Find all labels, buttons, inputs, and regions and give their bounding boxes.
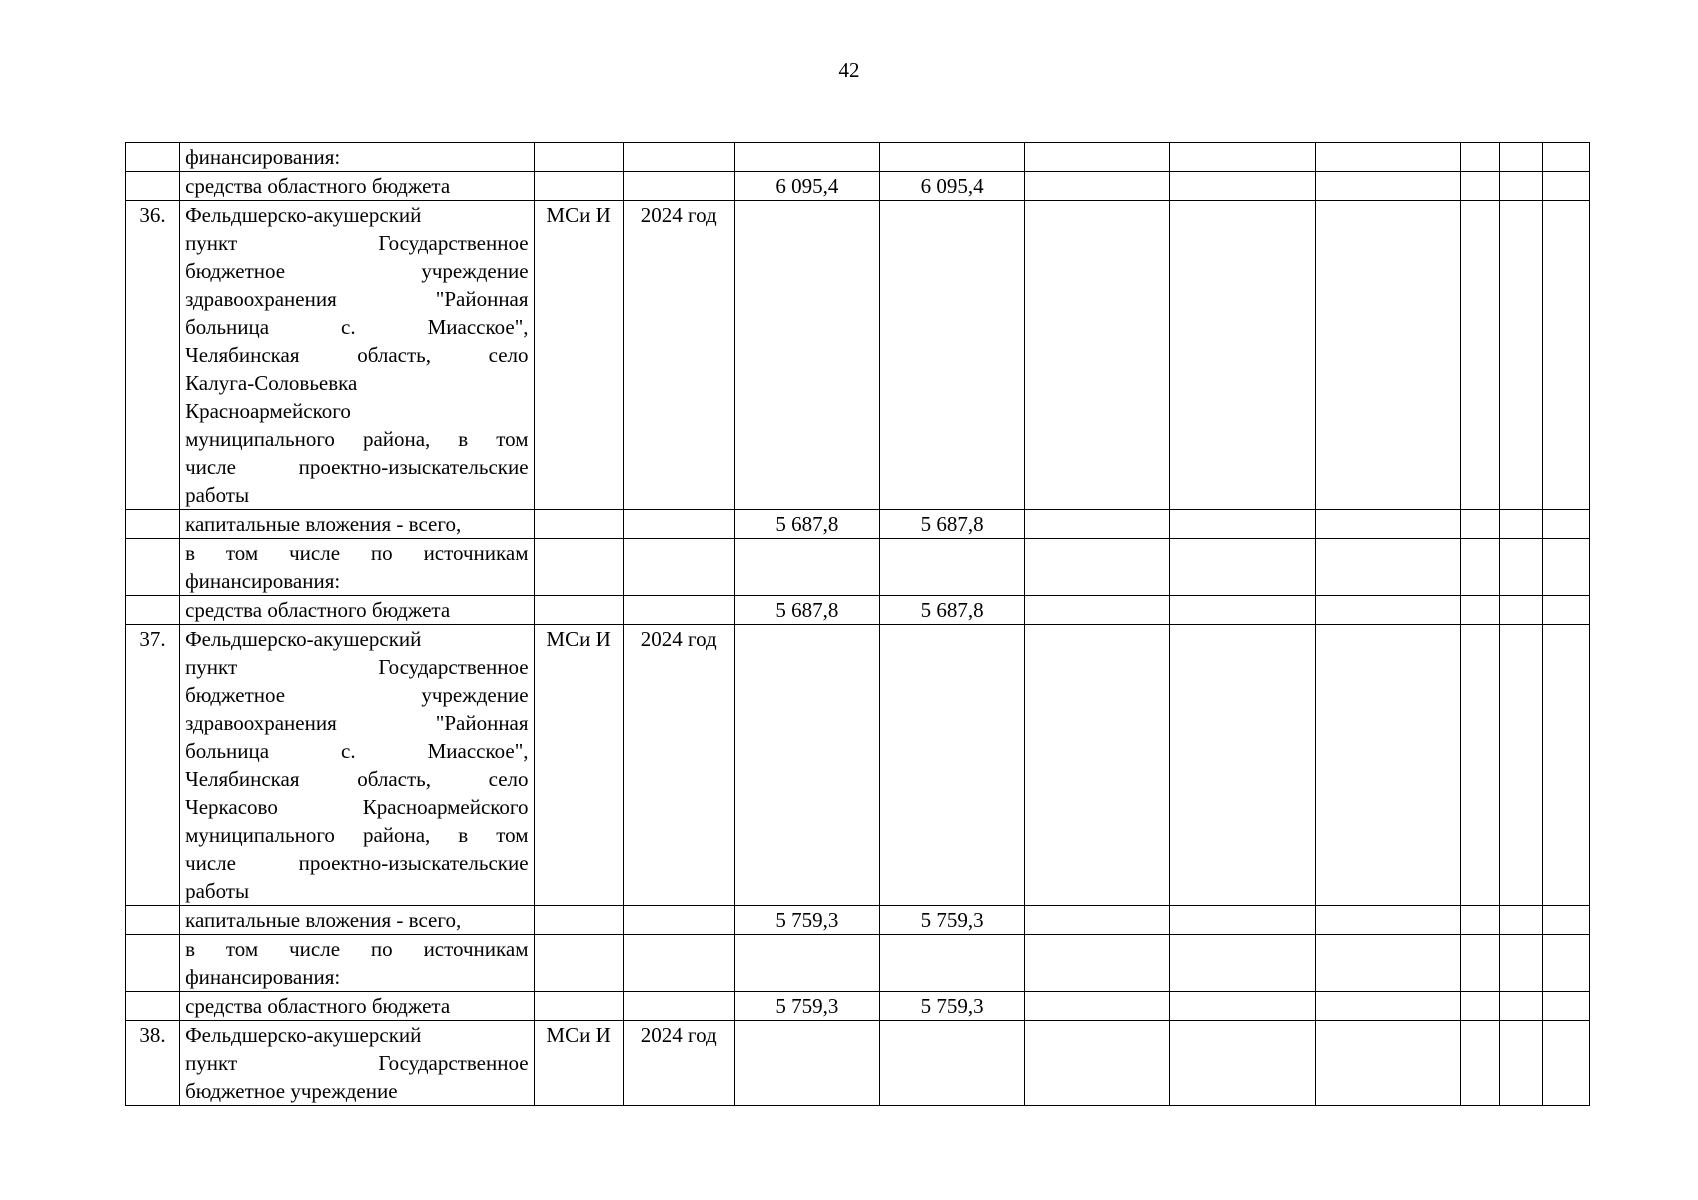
empty-amount-cell [1460, 143, 1499, 172]
amount-total-cell [734, 625, 879, 906]
empty-amount-cell [1542, 1021, 1589, 1106]
description-line: Челябинская область, село [185, 343, 529, 367]
description-cell [180, 1021, 534, 1106]
amount-total-cell: 5 759,3 [734, 906, 879, 935]
row-number-cell [126, 906, 180, 935]
description-line: пункт Государственное [185, 231, 529, 255]
empty-amount-cell [1460, 935, 1499, 992]
executor-cell [534, 935, 623, 992]
amount-year-cell [879, 143, 1024, 172]
empty-amount-cell [1170, 172, 1315, 201]
empty-amount-cell [1315, 625, 1460, 906]
empty-amount-cell [1170, 906, 1315, 935]
description-cell [180, 906, 534, 935]
empty-amount-cell [1499, 992, 1542, 1021]
table-row [126, 906, 1590, 935]
empty-amount-cell [1499, 201, 1542, 510]
amount-total-cell [734, 201, 879, 510]
empty-amount-cell [1499, 1021, 1542, 1106]
description-line: бюджетное учреждение [185, 683, 529, 707]
table-row-object [126, 1021, 1590, 1106]
empty-amount-cell [1460, 596, 1499, 625]
description-line: капитальные вложения - всего, [185, 908, 462, 932]
period-cell: 2024 год [623, 1021, 734, 1106]
empty-amount-cell [1460, 201, 1499, 510]
description-cell [180, 992, 534, 1021]
description-line: финансирования: [185, 965, 341, 989]
description-line: финансирования: [185, 569, 341, 593]
period-cell [623, 143, 734, 172]
empty-amount-cell [1542, 143, 1589, 172]
empty-amount-cell [1025, 172, 1170, 201]
description-line: Калуга-Соловьевка [185, 371, 358, 395]
empty-amount-cell [1025, 625, 1170, 906]
description-line: Черкасово Красноармейского [185, 795, 529, 819]
empty-amount-cell [1499, 596, 1542, 625]
executor-cell [534, 596, 623, 625]
amount-total-cell [734, 143, 879, 172]
empty-amount-cell [1170, 201, 1315, 510]
empty-amount-cell [1025, 992, 1170, 1021]
description-line: Фельдшерско-акушерский [185, 203, 422, 227]
empty-amount-cell [1315, 935, 1460, 992]
description-line: больница с. Миасское", [185, 315, 529, 339]
executor-cell [534, 510, 623, 539]
description-cell [180, 935, 534, 992]
description-line: числе проектно-изыскательские [185, 455, 529, 479]
period-cell: 2024 год [623, 201, 734, 510]
period-cell [623, 510, 734, 539]
description-line: муниципального района, в том [185, 427, 529, 451]
table-row [126, 596, 1590, 625]
amount-year-cell: 5 759,3 [879, 906, 1024, 935]
empty-amount-cell [1315, 201, 1460, 510]
empty-amount-cell [1499, 143, 1542, 172]
row-number-cell [126, 992, 180, 1021]
empty-amount-cell [1542, 201, 1589, 510]
empty-amount-cell [1499, 539, 1542, 596]
description-line: бюджетное учреждение [185, 259, 529, 283]
table-body [126, 143, 1590, 1106]
executor-cell [534, 992, 623, 1021]
period-cell [623, 992, 734, 1021]
description-line: работы [185, 879, 250, 903]
empty-amount-cell [1025, 1021, 1170, 1106]
row-number-cell [126, 143, 180, 172]
row-number-cell [126, 539, 180, 596]
table-row-object [126, 625, 1590, 906]
executor-cell: МСи И [534, 625, 623, 906]
amount-year-cell [879, 1021, 1024, 1106]
row-number-cell: 36. [126, 201, 180, 510]
description-line: работы [185, 483, 250, 507]
empty-amount-cell [1542, 992, 1589, 1021]
description-cell [180, 172, 534, 201]
description-cell [180, 201, 534, 510]
empty-amount-cell [1542, 906, 1589, 935]
amount-total-cell [734, 1021, 879, 1106]
empty-amount-cell [1315, 510, 1460, 539]
description-line: финансирования: [185, 145, 341, 169]
description-line: Челябинская область, село [185, 767, 529, 791]
row-number-cell [126, 510, 180, 539]
empty-amount-cell [1499, 906, 1542, 935]
description-cell [180, 510, 534, 539]
empty-amount-cell [1542, 596, 1589, 625]
table-row-object [126, 201, 1590, 510]
row-number-cell [126, 172, 180, 201]
empty-amount-cell [1025, 539, 1170, 596]
amount-year-cell: 5 759,3 [879, 992, 1024, 1021]
empty-amount-cell [1460, 906, 1499, 935]
period-cell: 2024 год [623, 625, 734, 906]
empty-amount-cell [1315, 992, 1460, 1021]
table-row [126, 992, 1590, 1021]
amount-year-cell: 5 687,8 [879, 510, 1024, 539]
empty-amount-cell [1499, 510, 1542, 539]
executor-cell: МСи И [534, 1021, 623, 1106]
description-line: Фельдшерско-акушерский [185, 627, 422, 651]
description-line: средства областного бюджета [185, 598, 451, 622]
description-line: Красноармейского [185, 399, 351, 423]
budget-table [125, 142, 1590, 1106]
table-row [126, 510, 1590, 539]
empty-amount-cell [1170, 596, 1315, 625]
period-cell [623, 596, 734, 625]
executor-cell [534, 906, 623, 935]
amount-year-cell [879, 625, 1024, 906]
empty-amount-cell [1542, 625, 1589, 906]
description-line: капитальные вложения - всего, [185, 512, 462, 536]
empty-amount-cell [1170, 1021, 1315, 1106]
amount-year-cell [879, 539, 1024, 596]
empty-amount-cell [1460, 625, 1499, 906]
empty-amount-cell [1542, 172, 1589, 201]
description-line: пункт Государственное [185, 1051, 529, 1075]
table-row [126, 935, 1590, 992]
empty-amount-cell [1460, 992, 1499, 1021]
amount-total-cell: 5 759,3 [734, 992, 879, 1021]
empty-amount-cell [1499, 935, 1542, 992]
period-cell [623, 539, 734, 596]
row-number-cell [126, 596, 180, 625]
amount-total-cell: 6 095,4 [734, 172, 879, 201]
table-row [126, 172, 1590, 201]
empty-amount-cell [1025, 906, 1170, 935]
empty-amount-cell [1170, 992, 1315, 1021]
description-line: средства областного бюджета [185, 174, 451, 198]
description-cell [180, 625, 534, 906]
description-cell [180, 143, 534, 172]
empty-amount-cell [1460, 1021, 1499, 1106]
empty-amount-cell [1025, 596, 1170, 625]
empty-amount-cell [1499, 625, 1542, 906]
description-line: больница с. Миасское", [185, 739, 529, 763]
amount-year-cell [879, 201, 1024, 510]
description-line: в том числе по источникам [185, 541, 529, 565]
empty-amount-cell [1315, 906, 1460, 935]
empty-amount-cell [1025, 935, 1170, 992]
executor-cell: МСи И [534, 201, 623, 510]
description-line: муниципального района, в том [185, 823, 529, 847]
period-cell [623, 906, 734, 935]
empty-amount-cell [1499, 172, 1542, 201]
empty-amount-cell [1025, 201, 1170, 510]
amount-year-cell: 5 687,8 [879, 596, 1024, 625]
table-row [126, 539, 1590, 596]
empty-amount-cell [1025, 510, 1170, 539]
executor-cell [534, 172, 623, 201]
description-cell [180, 539, 534, 596]
empty-amount-cell [1460, 172, 1499, 201]
amount-year-cell: 6 095,4 [879, 172, 1024, 201]
description-line: Фельдшерско-акушерский [185, 1023, 422, 1047]
table-row [126, 143, 1590, 172]
amount-total-cell: 5 687,8 [734, 596, 879, 625]
empty-amount-cell [1542, 935, 1589, 992]
empty-amount-cell [1315, 539, 1460, 596]
period-cell [623, 935, 734, 992]
executor-cell [534, 539, 623, 596]
empty-amount-cell [1460, 510, 1499, 539]
description-line: числе проектно-изыскательские [185, 851, 529, 875]
executor-cell [534, 143, 623, 172]
amount-total-cell [734, 539, 879, 596]
empty-amount-cell [1170, 143, 1315, 172]
description-line: пункт Государственное [185, 655, 529, 679]
description-line: средства областного бюджета [185, 994, 451, 1018]
period-cell [623, 172, 734, 201]
amount-total-cell: 5 687,8 [734, 510, 879, 539]
description-line: в том числе по источникам [185, 937, 529, 961]
empty-amount-cell [1460, 539, 1499, 596]
row-number-cell: 37. [126, 625, 180, 906]
empty-amount-cell [1315, 172, 1460, 201]
empty-amount-cell [1170, 625, 1315, 906]
amount-year-cell [879, 935, 1024, 992]
description-line: здравоохранения "Районная [185, 711, 529, 735]
description-line: здравоохранения "Районная [185, 287, 529, 311]
empty-amount-cell [1542, 510, 1589, 539]
row-number-cell [126, 935, 180, 992]
description-cell [180, 596, 534, 625]
row-number-cell: 38. [126, 1021, 180, 1106]
amount-total-cell [734, 935, 879, 992]
empty-amount-cell [1025, 143, 1170, 172]
empty-amount-cell [1542, 539, 1589, 596]
empty-amount-cell [1315, 1021, 1460, 1106]
page-number: 42 [838, 58, 860, 82]
empty-amount-cell [1170, 935, 1315, 992]
empty-amount-cell [1315, 596, 1460, 625]
description-line: бюджетное учреждение [185, 1079, 398, 1103]
empty-amount-cell [1170, 510, 1315, 539]
empty-amount-cell [1170, 539, 1315, 596]
empty-amount-cell [1315, 143, 1460, 172]
